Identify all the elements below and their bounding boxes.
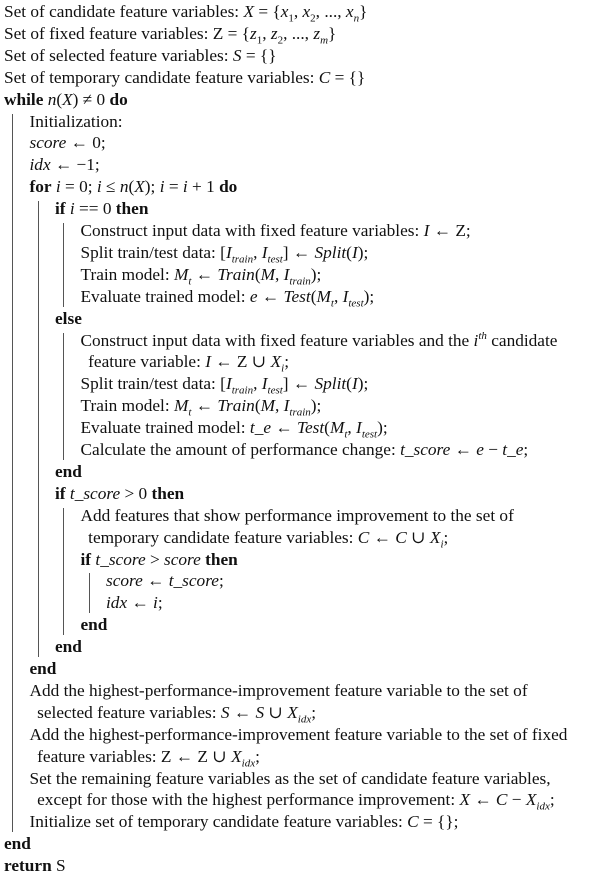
algorithm-line: Train model: $M_t$ ← Train(M, $I_{train}$); — [80, 396, 322, 419]
algorithm-line: Set of temporary candidate feature variables: C = {} — [4, 67, 366, 87]
for-body-bar — [38, 201, 39, 657]
algorithm-line: Set of candidate feature variables: $X = \{x_1$, $x_2$, ..., $x_n$} — [4, 2, 368, 25]
algorithm-line: except for those with the highest performance improvement: X ← $C - X_{idx}$; — [37, 790, 555, 813]
algorithm-line: Set of selected feature variables: S = {} — [4, 45, 277, 65]
while-body-bar — [12, 114, 13, 833]
algorithm-line: end — [55, 461, 82, 481]
else-bar — [63, 333, 64, 460]
algorithm-line: idx ← i; — [106, 593, 163, 613]
algorithm-line: if t_score > score then — [80, 549, 238, 569]
algorithm-line: for i = 0; i ≤ n(X); i = i + 1 do — [29, 177, 238, 197]
algorithm-line: Add the highest-performance-improvement feature variable to the set of — [29, 680, 528, 700]
algorithm-line: Evaluate trained model: t_e ← $Test(M_t$, $I_{test}$); — [80, 418, 388, 441]
if-then-bar — [63, 223, 64, 307]
algorithm-line: end — [80, 615, 108, 635]
algorithm-line: Evaluate trained model: e ← $Test(M_t$, $I_{test}$); — [80, 286, 375, 310]
algorithm-line: Construct input data with fixed feature variables: I ← Z; — [80, 221, 471, 240]
algorithm-line: Set of fixed feature variables: $Z = \{z_1$, $z_2$, ..., $z_m$} — [4, 23, 337, 47]
algorithm-line: end — [29, 659, 57, 678]
algorithm-line: Split train/test data: [$I_{train}$, $I_{test}$] ← Split(I); — [80, 242, 369, 266]
if-tscore-score-bar — [89, 573, 90, 613]
algorithm-line: selected feature variables: S ← S ∪ $X_{idx}$; — [37, 702, 317, 726]
algorithm-line: Initialization: — [29, 111, 123, 131]
algorithm-line: if i == 0 then — [55, 199, 149, 219]
algorithm-line: Calculate the amount of performance change: t_score ← e − t_e; — [80, 440, 529, 459]
algorithm-line: feature variable: I ← Z ∪ $X_i$; — [88, 352, 290, 375]
algorithm-line: temporary candidate feature variables: C ← C ∪ $X_i$; — [88, 527, 449, 551]
algorithm-line: Add features that show performance improvement to the set of — [80, 505, 514, 525]
algorithm-line: Initialize set of temporary candidate feature variables: C = {}; — [29, 812, 459, 832]
algorithm-line: Split train/test data: [$I_{train}$, $I_{test}$] ← Split(I); — [80, 374, 369, 397]
algorithm-line: score ← 0; — [29, 133, 106, 153]
algorithm-line: score ← t_score; — [106, 571, 224, 591]
algorithm-line: Add the highest-performance-improvement feature variable to the set of fixed — [29, 724, 568, 744]
algorithm-line: idx ← −1; — [29, 155, 100, 175]
algorithm-line: while n(X) ≠ 0 do — [4, 89, 128, 109]
algorithm-line: if t_score > 0 then — [55, 483, 185, 503]
algorithm-line: Set the remaining feature variables as the set of candidate feature variables, — [29, 768, 551, 788]
algorithm-line: return S — [4, 856, 66, 876]
algorithm-line: Train model: $M_t$ ← Train(M, $I_{train}$); — [80, 264, 322, 288]
algorithm-line: feature variables: Z ← Z ∪ $X_{idx}$; — [37, 746, 260, 770]
algorithm-line: else — [55, 308, 82, 328]
algorithm-line: Construct input data with fixed feature variables and the $i^{th}$ candidate — [80, 329, 558, 350]
algorithm-line: end — [55, 637, 82, 657]
algorithm-line: end — [4, 834, 31, 854]
if-tscore-bar — [63, 508, 64, 635]
